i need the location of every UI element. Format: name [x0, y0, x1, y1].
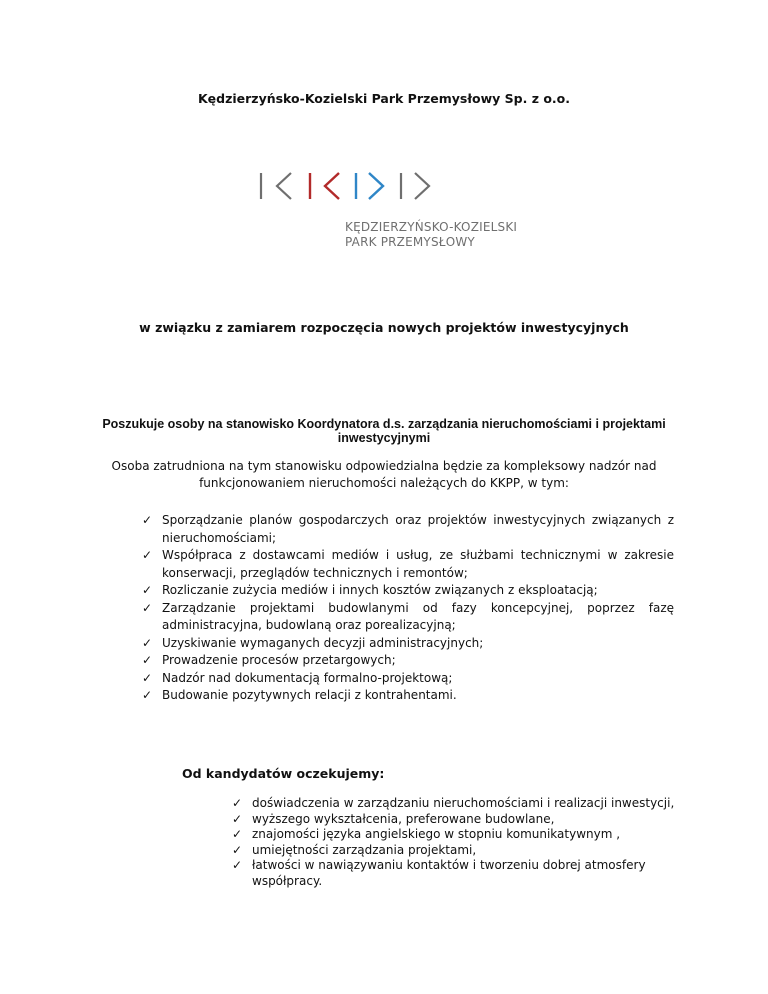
checkmark-icon: ✓: [142, 513, 153, 527]
list-item: [142, 512, 674, 547]
checkmark-icon: ✓: [232, 827, 243, 841]
expectations-list: [232, 796, 682, 889]
list-item: [142, 600, 674, 635]
duty-text: Rozliczanie zużycia mediów i innych kosztów związanych z eksploatacją;: [162, 583, 598, 597]
duty-text: Współpraca z dostawcami mediów i usług, ze służbami technicznymi w zakresie konserwacji, przeglądów technicznych i remontów;: [162, 548, 674, 580]
checkmark-icon: ✓: [142, 583, 153, 597]
checkmark-icon: ✓: [142, 548, 153, 562]
checkmark-icon: ✓: [232, 842, 243, 857]
list-item: [232, 827, 682, 843]
list-item: [142, 547, 674, 582]
logo-wordmark: [345, 220, 517, 250]
expectation-text: doświadczenia w zarządzaniu nieruchomościami i realizacji inwestycji,: [252, 796, 675, 810]
logo-text-line1: KĘDZIERZYŃSKO-KOZIELSKI: [345, 220, 518, 234]
expectation-text: umiejętności zarządzania projektami,: [252, 842, 477, 857]
checkmark-icon: ✓: [232, 858, 243, 872]
logo-chevron-gray-right: [415, 173, 429, 199]
logo-text-line2: PARK PRZEMYSŁOWY: [345, 235, 475, 249]
list-item: [142, 652, 674, 670]
company-title: Kędzierzyńsko-Kozielski Park Przemysłowy Sp. z o.o.: [197, 91, 570, 106]
expectation-text: łatwości w nawiązywaniu kontaktów i tworzeniu dobrej atmosfery współpracy.: [252, 858, 646, 888]
list-item: [232, 812, 682, 828]
checkmark-icon: ✓: [142, 688, 153, 702]
list-item: [232, 858, 682, 889]
checkmark-icon: ✓: [232, 811, 243, 826]
expectation-text: wyższego wykształcenia, preferowane budowlane,: [252, 811, 555, 826]
duty-text: Prowadzenie procesów przetargowych;: [162, 653, 396, 667]
duties-list: [142, 512, 674, 705]
expectations-heading: Od kandydatów oczekujemy:: [182, 766, 385, 781]
list-item: [142, 670, 674, 688]
checkmark-icon: ✓: [142, 653, 153, 667]
checkmark-icon: ✓: [142, 600, 153, 615]
intro-line: w związku z zamiarem rozpoczęcia nowych projektów inwestycyjnych: [139, 320, 629, 335]
list-item: [142, 687, 674, 705]
list-item: [232, 843, 682, 859]
logo-chevron-gray-left: [277, 173, 291, 199]
expectation-text: znajomości języka angielskiego w stopniu komunikatywnym ,: [252, 827, 621, 841]
list-item: [232, 796, 682, 812]
checkmark-icon: ✓: [142, 635, 153, 650]
duty-text: Nadzór nad dokumentacją formalno-projektową;: [162, 670, 453, 685]
duty-text: Budowanie pozytywnych relacji z kontrahentami.: [162, 688, 457, 702]
job-heading: Poszukuje osoby na stanowisko Koordynatora d.s. zarządzania nieruchomościami i projektami inwestycyjnymi: [102, 417, 666, 445]
duty-text: Uzyskiwanie wymaganych decyzji administracyjnych;: [162, 635, 484, 650]
duty-text: Sporządzanie planów gospodarczych oraz projektów inwestycyjnych związanych z nieruchomościami;: [162, 513, 674, 545]
checkmark-icon: ✓: [232, 796, 243, 810]
checkmark-icon: ✓: [142, 670, 153, 685]
list-item: [142, 582, 674, 600]
logo-chevron-blue-right: [369, 173, 383, 199]
list-item: [142, 635, 674, 653]
job-description: Osoba zatrudniona na tym stanowisku odpowiedzialna będzie za kompleksowy nadzór nad funkcjonowaniem nieruchomości należących do KKPP, w tym:: [111, 459, 657, 490]
logo-chevron-red-left: [325, 173, 339, 199]
duty-text: Zarządzanie projektami budowlanymi od fazy koncepcyjnej, poprzez fazę administracyjna, budowlaną oraz porealizacyjną;: [162, 600, 674, 632]
